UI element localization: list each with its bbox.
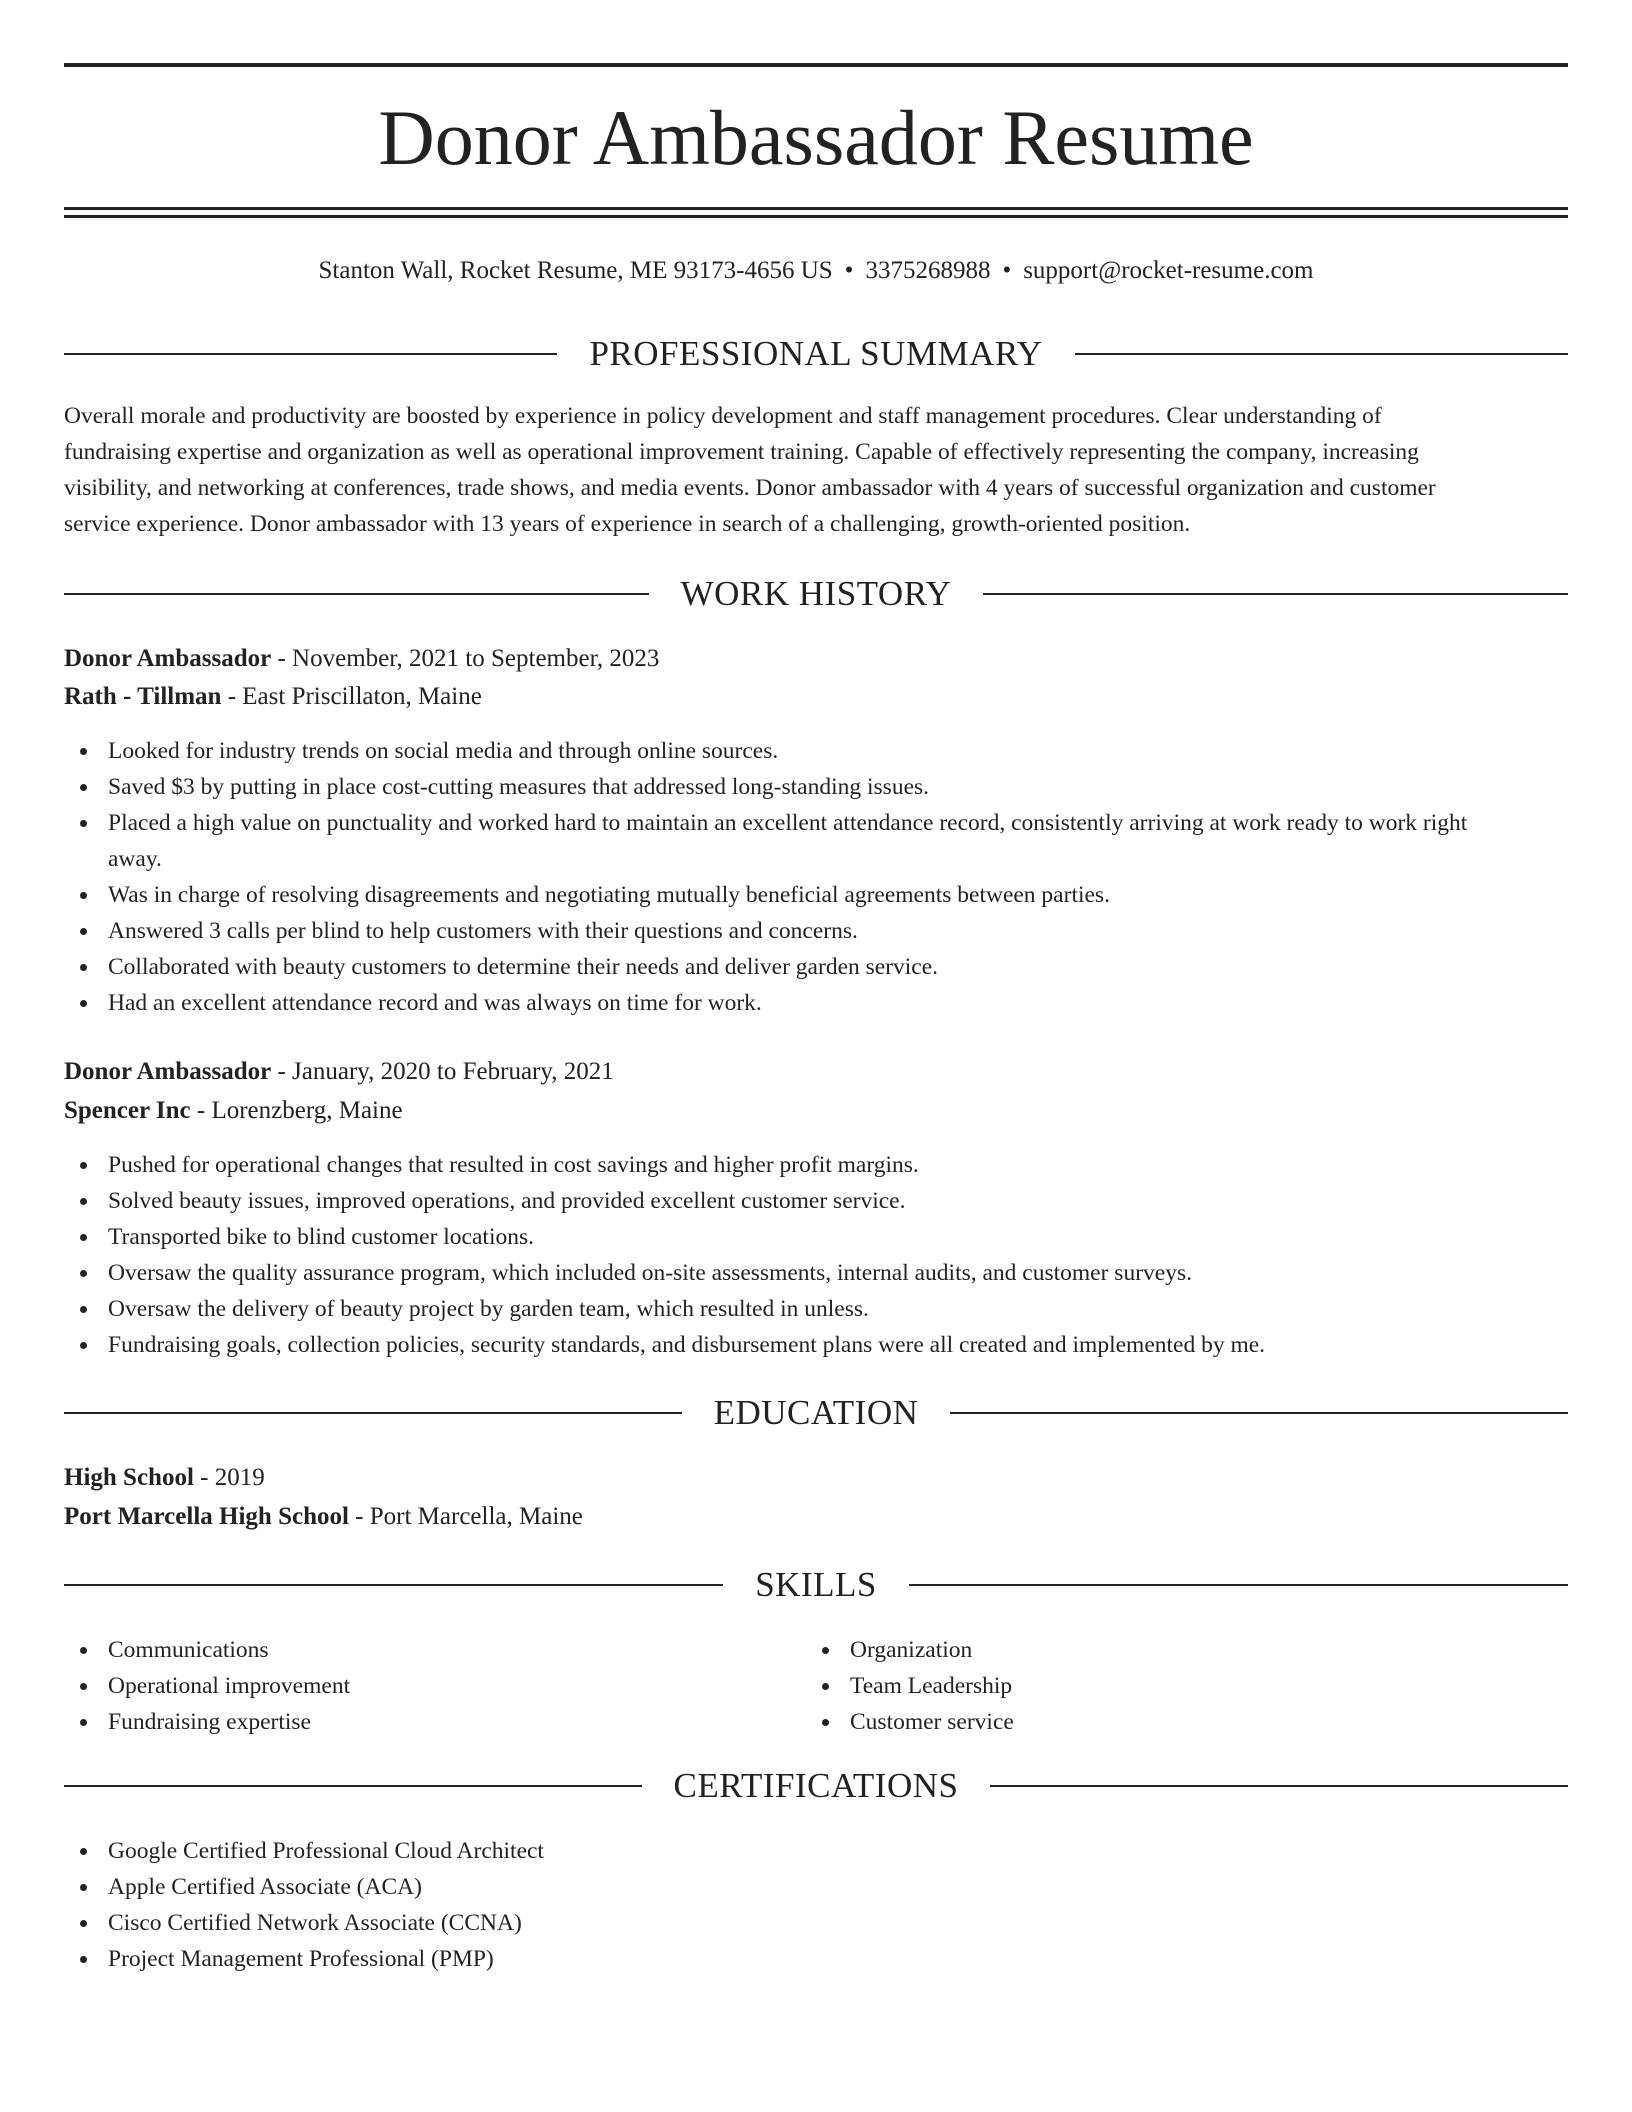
contact-separator: •: [844, 257, 854, 284]
list-item: Saved $3 by putting in place cost-cutting measures that addressed long-standing issues.: [64, 769, 1568, 805]
resume-title: Donor Ambassador Resume: [378, 94, 1254, 181]
skills-list-right: [806, 1632, 1546, 1740]
summary-line: visibility, and networking at conferences, trade shows, and media events. Donor ambassador with 4 years of successful organization and customer: [64, 475, 1436, 501]
title-rule-upper: [64, 207, 1568, 210]
list-item: Transported bike to blind customer locations.: [64, 1219, 1568, 1255]
job-title: Donor Ambassador: [64, 645, 272, 672]
summary-paragraph: [64, 398, 1568, 542]
list-item: Looked for industry trends on social media and through online sources.: [64, 733, 1568, 769]
skill-item: Team Leadership: [806, 1668, 1546, 1704]
job-company: Rath - Tillman: [64, 683, 222, 710]
list-item: [64, 805, 1568, 877]
certification-item: Apple Certified Associate (ACA): [64, 1869, 1568, 1905]
job-bullets: [64, 733, 1568, 1021]
job-location: - Lorenzberg, Maine: [190, 1097, 403, 1124]
skill-item: Operational improvement: [64, 1668, 804, 1704]
list-item: Fundraising goals, collection policies, security standards, and disbursement plans were all created and implemented by me.: [64, 1327, 1568, 1363]
list-item-text: away.: [108, 846, 162, 872]
job-title-line: [64, 642, 1568, 676]
top-rule: [64, 63, 1568, 67]
list-item: Oversaw the delivery of beauty project by garden team, which resulted in unless.: [64, 1291, 1568, 1327]
job-title: Donor Ambassador: [64, 1058, 272, 1085]
contact-phone: 3375268988: [865, 257, 991, 284]
job-dates: - January, 2020 to February, 2021: [271, 1058, 614, 1085]
contact-email: support@rocket-resume.com: [1023, 257, 1314, 284]
job-title-line: [64, 1055, 1568, 1089]
education-heading: [64, 1391, 1568, 1435]
section-title: EDUCATION: [713, 1393, 919, 1432]
education-location: - Port Marcella, Maine: [348, 1503, 583, 1530]
heading-rule: [64, 593, 649, 595]
list-item: Answered 3 calls per blind to help customers with their questions and concerns.: [64, 913, 1568, 949]
education-degree-line: [64, 1461, 1568, 1495]
summary-line: service experience. Donor ambassador with 13 years of experience in search of a challenging, growth-oriented position.: [64, 511, 1191, 537]
education-school: Port Marcella High School: [64, 1503, 349, 1530]
summary-line: fundraising expertise and organization as well as operational improvement training. Capable of effectively representing the company, increasing: [64, 439, 1419, 465]
section-title: PROFESSIONAL SUMMARY: [589, 334, 1043, 373]
certification-item: Project Management Professional (PMP): [64, 1941, 1568, 1977]
contact-separator: •: [1002, 257, 1012, 284]
skills-heading: [64, 1563, 1568, 1607]
section-title: WORK HISTORY: [680, 574, 952, 613]
contact-line: [64, 255, 1568, 287]
contact-address: Stanton Wall, Rocket Resume, ME 93173-4656 US: [318, 257, 833, 284]
heading-rule: [64, 1785, 642, 1787]
job-company: Spencer Inc: [64, 1097, 191, 1124]
section-title: SKILLS: [755, 1565, 877, 1604]
list-item: Solved beauty issues, improved operations, and provided excellent customer service.: [64, 1183, 1568, 1219]
list-item: Pushed for operational changes that resulted in cost savings and higher profit margins.: [64, 1147, 1568, 1183]
list-item-text: Placed a high value on punctuality and worked hard to maintain an excellent attendance record, consistently arriving at work ready to work right: [108, 810, 1468, 836]
heading-rule: [983, 593, 1568, 595]
certification-item: Cisco Certified Network Associate (CCNA): [64, 1905, 1568, 1941]
certifications-list: [64, 1833, 1568, 1977]
list-item: Collaborated with beauty customers to determine their needs and deliver garden service.: [64, 949, 1568, 985]
certification-item: Google Certified Professional Cloud Architect: [64, 1833, 1568, 1869]
list-item: Oversaw the quality assurance program, which included on-site assessments, internal audits, and customer surveys.: [64, 1255, 1568, 1291]
skill-item: Organization: [806, 1632, 1546, 1668]
job-company-line: [64, 1094, 1568, 1128]
list-item: Was in charge of resolving disagreements and negotiating mutually beneficial agreements between parties.: [64, 877, 1568, 913]
heading-rule: [950, 1412, 1568, 1414]
education-year: - 2019: [193, 1464, 265, 1491]
title-rule-lower: [64, 215, 1568, 218]
job-location: - East Priscillaton, Maine: [221, 683, 482, 710]
heading-rule: [1075, 353, 1568, 355]
education-school-line: [64, 1500, 1568, 1534]
skill-item: Communications: [64, 1632, 804, 1668]
heading-rule: [64, 353, 557, 355]
section-title: CERTIFICATIONS: [673, 1766, 959, 1805]
skill-item: Customer service: [806, 1704, 1546, 1740]
summary-line: Overall morale and productivity are boosted by experience in policy development and staff management procedures. Clear understanding of: [64, 403, 1382, 429]
job-company-line: [64, 680, 1568, 714]
heading-rule: [909, 1584, 1568, 1586]
heading-rule: [64, 1412, 682, 1414]
skill-item: Fundraising expertise: [64, 1704, 804, 1740]
job-dates: - November, 2021 to September, 2023: [271, 645, 660, 672]
education-degree: High School: [64, 1464, 194, 1491]
work-heading: [64, 572, 1568, 616]
heading-rule: [64, 1584, 723, 1586]
list-item: Had an excellent attendance record and was always on time for work.: [64, 985, 1568, 1021]
skills-list-left: [64, 1632, 804, 1740]
certifications-heading: [64, 1764, 1568, 1808]
heading-rule: [990, 1785, 1568, 1787]
job-bullets: [64, 1147, 1568, 1363]
summary-heading: [64, 332, 1568, 376]
